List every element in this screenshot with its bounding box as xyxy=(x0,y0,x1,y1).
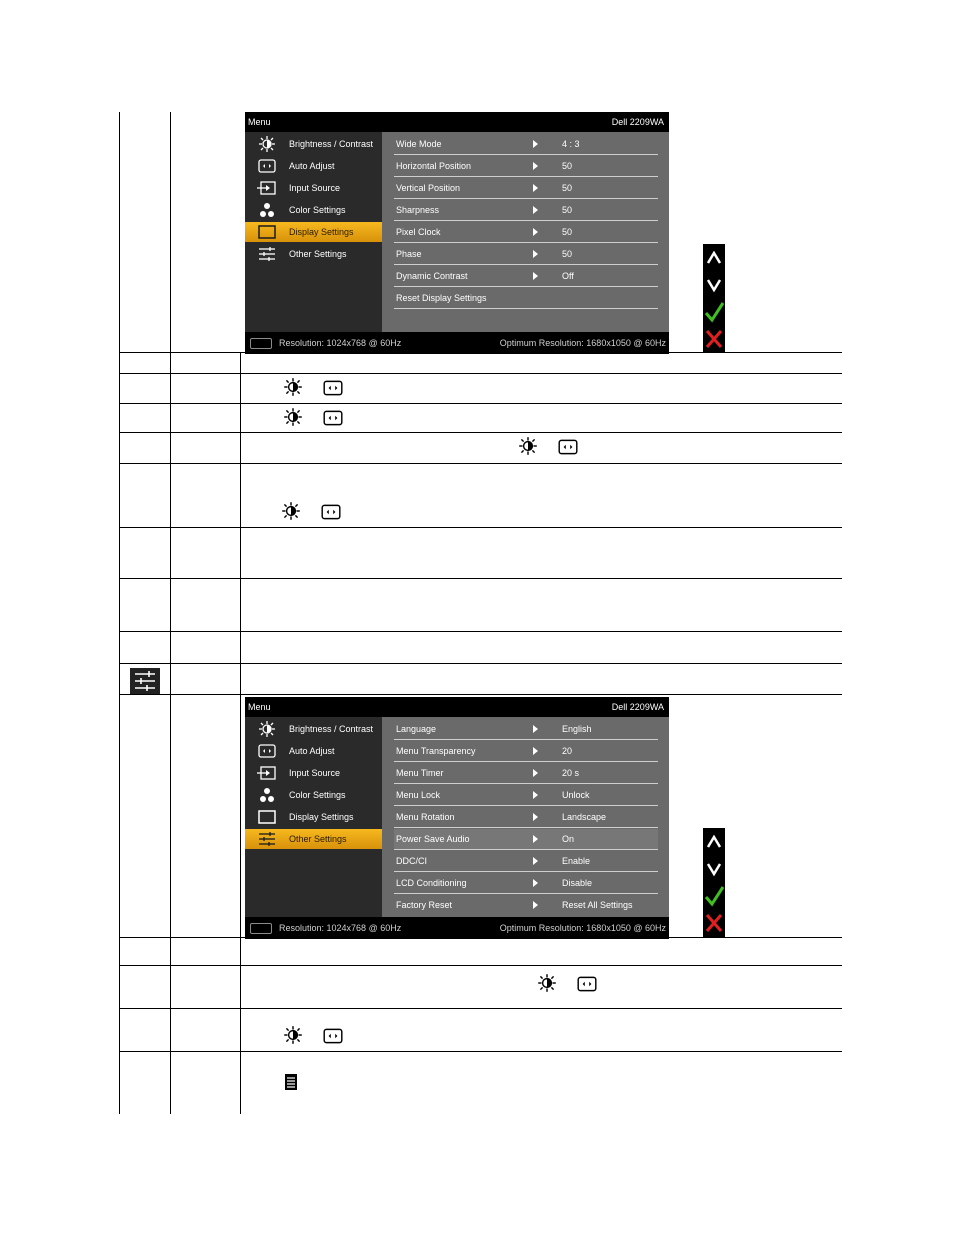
close-icon[interactable] xyxy=(703,911,725,935)
table-border-left xyxy=(119,112,120,1114)
submenu-item-label: Vertical Position xyxy=(396,183,461,193)
osd-submenu xyxy=(382,717,669,917)
submenu-item-value: 50 xyxy=(562,183,573,193)
brightness-icon xyxy=(517,437,539,455)
table-row-divider xyxy=(119,527,842,528)
submenu-arrow-icon xyxy=(533,791,538,799)
submenu-item-label: Language xyxy=(396,724,437,734)
osd-model-name: Dell 2209WA xyxy=(611,702,664,712)
check-icon[interactable] xyxy=(703,884,725,908)
submenu-item-label: Power Save Audio xyxy=(396,834,470,844)
other-settings-icon xyxy=(257,831,277,847)
menu-item-auto-adjust[interactable] xyxy=(245,741,382,761)
submenu-item-value: Enable xyxy=(562,856,591,866)
submenu-arrow-icon xyxy=(533,140,538,148)
submenu-item-value: 20 xyxy=(562,746,573,756)
submenu-item-menu-timer[interactable] xyxy=(394,763,658,784)
color-settings-icon xyxy=(257,202,277,218)
osd-submenu xyxy=(382,132,669,332)
submenu-item-label: Menu Timer xyxy=(396,768,444,778)
osd-other-settings-menu xyxy=(245,697,669,939)
color-settings-icon xyxy=(257,787,277,803)
auto-adjust-icon xyxy=(322,409,344,427)
submenu-item-label: Sharpness xyxy=(396,205,440,215)
display-settings-icon xyxy=(257,809,277,825)
submenu-item-label: DDC/CI xyxy=(396,856,427,866)
submenu-item-menu-rotation[interactable] xyxy=(394,807,658,828)
menu-item-auto-adjust[interactable] xyxy=(245,156,382,176)
submenu-item-dynamic-contrast[interactable] xyxy=(394,266,658,287)
other-settings-icon xyxy=(130,668,160,694)
submenu-arrow-icon xyxy=(533,725,538,733)
other-settings-row-icon xyxy=(130,668,160,694)
vga-connector-icon xyxy=(250,338,272,349)
submenu-arrow-icon xyxy=(533,747,538,755)
table-row-divider xyxy=(119,965,842,966)
auto-adjust-icon xyxy=(320,503,342,521)
submenu-arrow-icon xyxy=(533,879,538,887)
table-row-divider xyxy=(119,373,842,374)
submenu-item-value: Unlock xyxy=(562,790,590,800)
osd-display-settings-menu xyxy=(245,112,669,354)
submenu-item-menu-lock[interactable] xyxy=(394,785,658,806)
osd-footer xyxy=(245,332,669,354)
check-icon[interactable] xyxy=(703,300,725,324)
osd-model-name: Dell 2209WA xyxy=(611,117,664,127)
down-icon[interactable] xyxy=(703,273,725,297)
submenu-item-power-save-audio[interactable] xyxy=(394,829,658,850)
submenu-arrow-icon xyxy=(533,901,538,909)
menu-item-label: Other Settings xyxy=(289,834,347,844)
submenu-item-label: Menu Rotation xyxy=(396,812,455,822)
submenu-arrow-icon xyxy=(533,250,538,258)
menu-item-other-settings[interactable] xyxy=(245,244,382,264)
brightness-icon xyxy=(282,1026,304,1044)
menu-item-input-source[interactable] xyxy=(245,763,382,783)
menu-item-label: Display Settings xyxy=(289,812,354,822)
submenu-item-value: 50 xyxy=(562,249,573,259)
current-resolution: Resolution: 1024x768 @ 60Hz xyxy=(279,923,402,933)
osd-header xyxy=(245,697,669,717)
submenu-item-lcd-conditioning[interactable] xyxy=(394,873,658,894)
optimum-resolution: Optimum Resolution: 1680x1050 @ 60Hz xyxy=(499,923,666,933)
submenu-arrow-icon xyxy=(533,272,538,280)
submenu-item-value: Disable xyxy=(562,878,593,888)
menu-item-label: Display Settings xyxy=(289,227,354,237)
table-row-divider xyxy=(119,432,842,433)
osd-main-menu xyxy=(245,717,382,917)
submenu-item-value: On xyxy=(562,834,575,844)
submenu-arrow-icon xyxy=(533,835,538,843)
osd-menu-title: Menu xyxy=(248,702,271,712)
submenu-item-phase[interactable] xyxy=(394,244,658,265)
auto-adjust-icon xyxy=(576,975,598,993)
submenu-item-label: Wide Mode xyxy=(396,139,442,149)
submenu-item-label: Reset Display Settings xyxy=(396,293,487,303)
table-row-divider xyxy=(119,694,842,695)
submenu-arrow-icon xyxy=(533,813,538,821)
submenu-item-value: Off xyxy=(562,271,574,281)
table-column-divider-2 xyxy=(240,352,241,1114)
submenu-item-wide-mode[interactable] xyxy=(394,134,658,155)
brightness-icon xyxy=(257,136,277,152)
submenu-item-sharpness[interactable] xyxy=(394,200,658,221)
table-row-divider xyxy=(119,1008,842,1009)
auto-adjust-icon xyxy=(257,158,277,174)
osd-footer xyxy=(245,917,669,939)
menu-item-display-settings[interactable] xyxy=(245,807,382,827)
menu-item-brightness-contrast[interactable] xyxy=(245,134,382,154)
osd-navigation-buttons xyxy=(703,244,725,352)
submenu-item-ddc-ci[interactable] xyxy=(394,851,658,872)
submenu-item-value: English xyxy=(562,724,592,734)
submenu-item-value: 20 s xyxy=(562,768,580,778)
submenu-item-label: Phase xyxy=(396,249,422,259)
table-row-divider xyxy=(119,463,842,464)
auto-adjust-icon xyxy=(322,379,344,397)
submenu-item-menu-transparency[interactable] xyxy=(394,741,658,762)
osd-menu-title: Menu xyxy=(248,117,271,127)
table-row-divider xyxy=(119,403,842,404)
menu-item-input-source[interactable] xyxy=(245,178,382,198)
menu-item-color-settings[interactable] xyxy=(245,785,382,805)
submenu-arrow-icon xyxy=(533,769,538,777)
table-row-divider xyxy=(119,663,842,664)
display-settings-icon xyxy=(257,224,277,240)
close-icon[interactable] xyxy=(703,327,725,351)
input-source-icon xyxy=(257,765,277,781)
down-icon[interactable] xyxy=(703,857,725,881)
submenu-arrow-icon xyxy=(533,857,538,865)
up-icon[interactable] xyxy=(703,246,725,270)
submenu-arrow-icon xyxy=(533,162,538,170)
menu-item-display-settings[interactable] xyxy=(245,222,382,242)
menu-item-label: Brightness / Contrast xyxy=(289,139,374,149)
submenu-arrow-icon xyxy=(533,206,538,214)
osd-header xyxy=(245,112,669,132)
menu-icon xyxy=(280,1073,302,1091)
osd-main-menu xyxy=(245,132,382,332)
submenu-item-reset-display-settings[interactable] xyxy=(394,288,658,309)
menu-item-label: Color Settings xyxy=(289,205,346,215)
submenu-item-label: LCD Conditioning xyxy=(396,878,467,888)
table-row-divider xyxy=(119,1051,842,1052)
submenu-item-value: Reset All Settings xyxy=(562,900,633,910)
menu-item-color-settings[interactable] xyxy=(245,200,382,220)
table-row-divider xyxy=(119,631,842,632)
menu-item-label: Color Settings xyxy=(289,790,346,800)
submenu-item-value: 4 : 3 xyxy=(562,139,580,149)
osd-navigation-buttons xyxy=(703,828,725,937)
submenu-item-value: 50 xyxy=(562,205,573,215)
submenu-item-label: Menu Lock xyxy=(396,790,441,800)
submenu-item-value: 50 xyxy=(562,161,573,171)
table-column-divider-1 xyxy=(170,112,171,1114)
optimum-resolution: Optimum Resolution: 1680x1050 @ 60Hz xyxy=(499,338,666,348)
brightness-icon xyxy=(282,408,304,426)
menu-item-label: Brightness / Contrast xyxy=(289,724,374,734)
submenu-item-value: 50 xyxy=(562,227,573,237)
submenu-item-label: Horizontal Position xyxy=(396,161,472,171)
submenu-arrow-icon xyxy=(533,228,538,236)
submenu-item-pixel-clock[interactable] xyxy=(394,222,658,243)
menu-item-label: Auto Adjust xyxy=(289,746,335,756)
menu-item-other-settings[interactable] xyxy=(245,829,382,849)
brightness-icon xyxy=(536,974,558,992)
submenu-item-factory-reset[interactable] xyxy=(394,895,658,915)
brightness-icon xyxy=(280,502,302,520)
auto-adjust-icon xyxy=(257,743,277,759)
vga-connector-icon xyxy=(250,923,272,934)
brightness-icon xyxy=(257,721,277,737)
menu-item-label: Other Settings xyxy=(289,249,347,259)
input-source-icon xyxy=(257,180,277,196)
table-row-divider xyxy=(119,578,842,579)
menu-item-label: Auto Adjust xyxy=(289,161,335,171)
other-settings-icon xyxy=(257,246,277,262)
current-resolution: Resolution: 1024x768 @ 60Hz xyxy=(279,338,402,348)
menu-item-label: Input Source xyxy=(289,183,341,193)
menu-item-brightness-contrast[interactable] xyxy=(245,719,382,739)
submenu-item-language[interactable] xyxy=(394,719,658,740)
submenu-item-horizontal-position[interactable] xyxy=(394,156,658,177)
submenu-arrow-icon xyxy=(533,184,538,192)
submenu-item-vertical-position[interactable] xyxy=(394,178,658,199)
submenu-item-label: Menu Transparency xyxy=(396,746,476,756)
submenu-item-label: Factory Reset xyxy=(396,900,453,910)
submenu-item-label: Dynamic Contrast xyxy=(396,271,468,281)
up-icon[interactable] xyxy=(703,830,725,854)
auto-adjust-icon xyxy=(557,438,579,456)
menu-item-label: Input Source xyxy=(289,768,341,778)
auto-adjust-icon xyxy=(322,1027,344,1045)
submenu-item-label: Pixel Clock xyxy=(396,227,441,237)
brightness-icon xyxy=(282,378,304,396)
submenu-item-value: Landscape xyxy=(562,812,607,822)
